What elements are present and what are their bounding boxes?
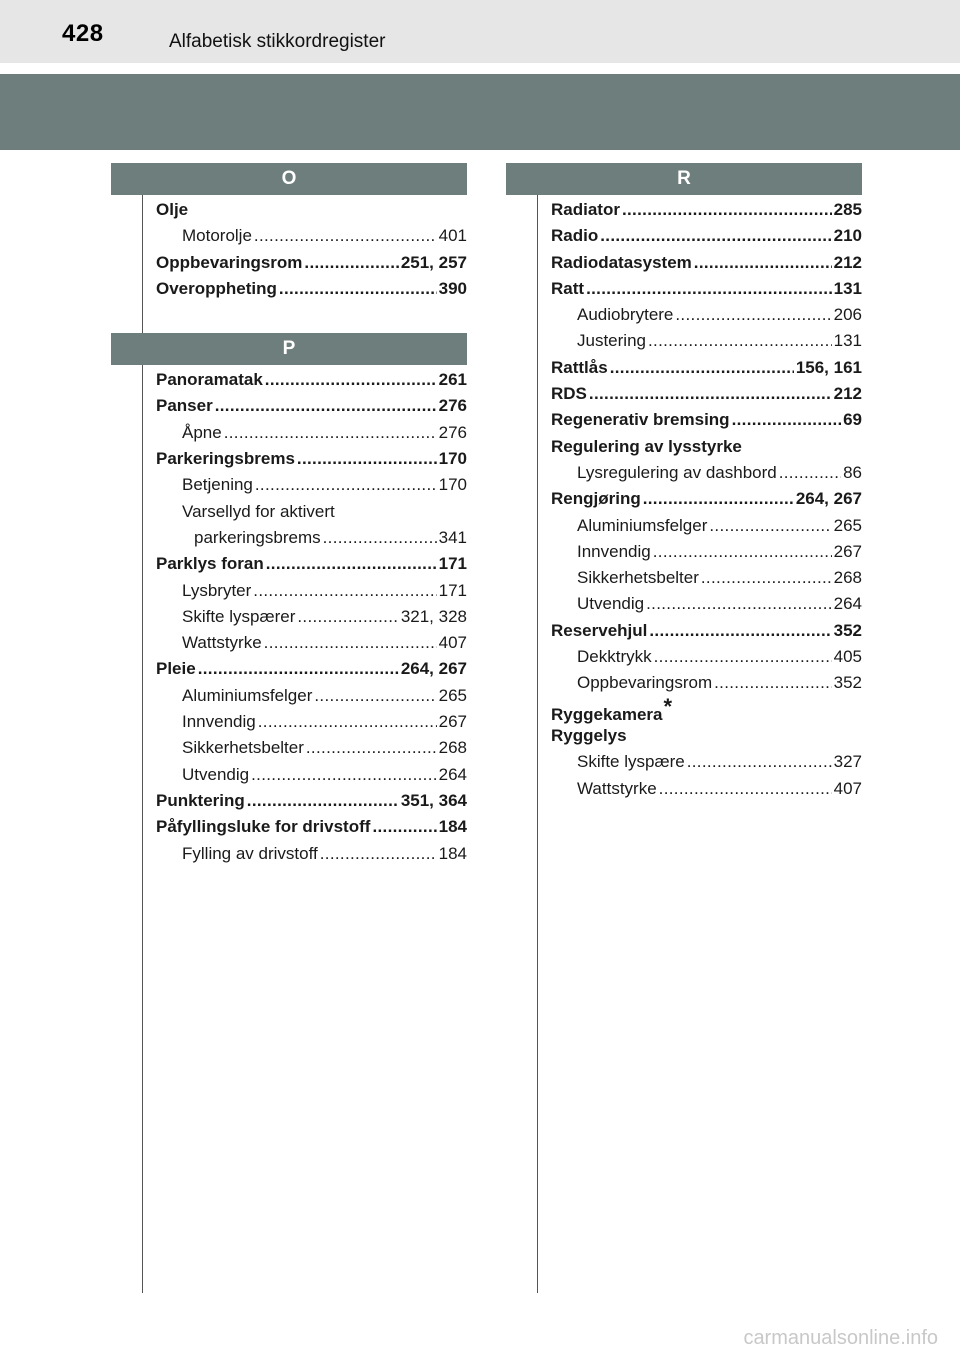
entry-label: Olje — [156, 200, 189, 219]
entry-page-ref: 264 — [833, 594, 862, 614]
dot-leader — [198, 659, 399, 679]
dot-leader — [254, 226, 437, 246]
index-entry-pleie — [156, 659, 467, 685]
entry-label: Oppbevaringsrom — [156, 252, 303, 272]
index-entry-parkeringsbrems — [156, 449, 467, 475]
dot-leader — [600, 226, 831, 246]
entry-page-ref: 184 — [438, 843, 467, 863]
index-entry-oppbevaringsrom — [551, 673, 862, 699]
dot-leader — [654, 647, 832, 667]
dot-leader — [264, 633, 437, 653]
entry-label: Radiator — [551, 200, 620, 219]
index-entry-punktering — [156, 791, 467, 817]
index-entry-pafyllingsluke-for-drivstoff — [156, 817, 467, 843]
index-entry-oppbevaringsrom — [156, 253, 467, 279]
index-entry-utvendig — [551, 594, 862, 620]
entry-page-ref: 86 — [843, 462, 862, 482]
index-entry-ratt — [551, 279, 862, 305]
dot-leader — [304, 253, 398, 273]
index-entry-aluminiumsfelger — [156, 686, 467, 712]
section-spacer — [141, 305, 467, 333]
dot-leader — [323, 528, 437, 548]
dot-leader — [675, 305, 831, 325]
entry-label: Lysbryter — [182, 580, 252, 600]
entry-page-ref: 251, 257 — [400, 252, 467, 272]
dot-leader — [586, 279, 832, 299]
entry-label: RDS — [551, 384, 587, 404]
entry-page-ref: 170 — [438, 475, 467, 495]
index-entry-skifte-lyspre — [551, 752, 862, 778]
index-entry-varsellyd-for-aktivert — [156, 502, 467, 528]
entry-page-ref: 131 — [833, 278, 862, 298]
entry-label: Reservehjul — [551, 620, 648, 640]
footnote-marker: * — [663, 693, 673, 719]
entry-page-ref: 212 — [833, 384, 862, 404]
entry-label: Rattlås — [551, 357, 608, 377]
entry-page-ref: 171 — [438, 554, 467, 574]
entry-label: Ratt — [551, 278, 585, 298]
entry-label: Justering — [577, 331, 646, 351]
entry-label: Lysregulering av dashbord — [577, 462, 777, 482]
entry-label: Ryggekamera — [551, 704, 663, 724]
entry-page-ref: 267 — [833, 541, 862, 561]
index-entry-rattlas — [551, 358, 862, 384]
entry-label: Fylling av drivstoff — [182, 843, 318, 863]
entry-label: Motorolje — [182, 226, 252, 246]
entry-label: Wattstyrke — [577, 778, 657, 798]
watermark: carmanualsonline.info — [743, 1327, 938, 1349]
dot-leader — [610, 358, 794, 378]
index-entry-panser — [156, 396, 467, 422]
entry-label: Dekktrykk — [577, 647, 652, 667]
dot-leader — [659, 779, 832, 799]
entry-page-ref: 264, 267 — [400, 659, 467, 679]
index-entry-olje — [156, 200, 467, 226]
entry-label: Innvendig — [577, 541, 651, 561]
entry-label: Sikkerhetsbelter — [182, 738, 304, 758]
index-entries-r — [536, 195, 862, 805]
index-entry-sikkerhetsbelter — [551, 568, 862, 594]
dot-leader — [251, 765, 437, 785]
page-number: 428 — [62, 20, 104, 47]
entry-page-ref: 210 — [833, 226, 862, 246]
entry-label: Parkeringsbrems — [156, 449, 295, 469]
index-entry-justering — [551, 331, 862, 357]
index-entry-skifte-lysprer — [156, 607, 467, 633]
dot-leader — [701, 568, 832, 588]
index-entry-regulering-av-lysstyrke — [551, 437, 862, 463]
dot-leader — [266, 554, 437, 574]
top-header-bar — [0, 0, 960, 63]
index-entry-lysregulering-av-dashbord — [551, 463, 862, 489]
index-entry-wattstyrke — [156, 633, 467, 659]
dot-leader — [643, 489, 794, 509]
index-entry-rds — [551, 384, 862, 410]
letter-header-r: R — [506, 163, 862, 195]
dot-leader — [732, 410, 842, 430]
entry-page-ref: 264 — [438, 764, 467, 784]
dot-leader — [372, 817, 436, 837]
index-entry-sikkerhetsbelter — [156, 738, 467, 764]
entry-page-ref: 69 — [843, 410, 862, 430]
entry-label: Oppbevaringsrom — [577, 673, 713, 693]
index-entry-wattstyrke — [551, 779, 862, 805]
index-entry-audiobrytere — [551, 305, 862, 331]
entry-label: Rengjøring — [551, 489, 641, 509]
entry-page-ref: 264, 267 — [795, 489, 862, 509]
index-entry-overoppheting — [156, 279, 467, 305]
index-entry-innvendig — [156, 712, 467, 738]
left-index-column — [141, 163, 467, 870]
entry-page-ref: 131 — [833, 331, 862, 351]
index-entries-p — [141, 365, 467, 870]
entry-page-ref: 268 — [833, 568, 862, 588]
letter-header-o: O — [111, 163, 467, 195]
entry-label: Varsellyd for aktivert — [182, 501, 335, 521]
index-entry-ryggelys — [551, 726, 862, 752]
page-title: Alfabetisk stikkordregister — [169, 31, 386, 52]
entry-page-ref: 170 — [438, 449, 467, 469]
entry-label: Wattstyrke — [182, 633, 262, 653]
dot-leader — [687, 752, 832, 772]
entry-label: Utvendig — [577, 594, 645, 614]
section-header-band — [0, 74, 960, 150]
dot-leader — [306, 738, 437, 758]
entry-label: Audiobrytere — [577, 305, 674, 325]
dot-leader — [279, 279, 437, 299]
entry-page-ref: 276 — [438, 422, 467, 442]
dot-leader — [649, 621, 831, 641]
index-entry-parklys-foran — [156, 554, 467, 580]
dot-leader — [320, 844, 437, 864]
dot-leader — [646, 594, 832, 614]
entry-label: Aluminiumsfelger — [182, 685, 313, 705]
index-entry-reservehjul — [551, 621, 862, 647]
entry-page-ref: 267 — [438, 712, 467, 732]
dot-leader — [653, 542, 832, 562]
index-entries-o — [141, 195, 467, 305]
entry-label: Sikkerhetsbelter — [577, 568, 699, 588]
entry-label: Påfyllingsluke for drivstoff — [156, 817, 371, 837]
entry-label: Regulering av lysstyrke — [551, 436, 742, 456]
index-entry-regenerativ-bremsing — [551, 410, 862, 436]
entry-label: Skifte lyspære — [577, 752, 685, 772]
entry-page-ref: 285 — [833, 200, 862, 219]
index-entry-fylling-av-drivstoff — [156, 844, 467, 870]
dot-leader — [297, 449, 437, 469]
entry-label: Radio — [551, 226, 599, 246]
entry-label: Panser — [156, 396, 213, 416]
dot-leader — [265, 370, 437, 390]
entry-page-ref: 276 — [438, 396, 467, 416]
dot-leader — [255, 475, 437, 495]
dot-leader — [589, 384, 832, 404]
index-entry-radio — [551, 226, 862, 252]
entry-page-ref: 352 — [833, 673, 862, 693]
entry-page-ref: 327 — [833, 752, 862, 772]
entry-page-ref: 265 — [438, 685, 467, 705]
dot-leader — [224, 423, 437, 443]
index-entry-aluminiumsfelger — [551, 516, 862, 542]
dot-leader — [622, 200, 832, 220]
letter-header-p: P — [111, 333, 467, 365]
dot-leader — [215, 396, 437, 416]
dot-leader — [297, 607, 398, 627]
entry-page-ref: 156, 161 — [795, 357, 862, 377]
entry-page-ref: 212 — [833, 252, 862, 272]
right-index-column — [536, 163, 862, 805]
index-entry-radiator — [551, 200, 862, 226]
index-entry-radiodatasystem — [551, 253, 862, 279]
index-entry-dekktrykk — [551, 647, 862, 673]
dot-leader — [247, 791, 399, 811]
dot-leader — [779, 463, 841, 483]
entry-page-ref: 184 — [438, 817, 467, 837]
index-entry-ryggekamera — [551, 693, 862, 726]
entry-page-ref: 405 — [833, 647, 862, 667]
entry-page-ref: 341 — [438, 527, 467, 547]
entry-page-ref: 407 — [438, 633, 467, 653]
entry-label: Parklys foran — [156, 554, 264, 574]
entry-label: Punktering — [156, 790, 245, 810]
dot-leader — [253, 581, 436, 601]
entry-page-ref: 351, 364 — [400, 790, 467, 810]
entry-page-ref: 321, 328 — [400, 606, 467, 626]
dot-leader — [694, 253, 832, 273]
entry-page-ref: 401 — [438, 226, 467, 246]
dot-leader — [648, 331, 832, 351]
index-entry-utvendig — [156, 765, 467, 791]
dot-leader — [258, 712, 437, 732]
entry-page-ref: 407 — [833, 778, 862, 798]
entry-label: Betjening — [182, 475, 253, 495]
index-entry-apne — [156, 423, 467, 449]
entry-page-ref: 268 — [438, 738, 467, 758]
entry-label: Innvendig — [182, 712, 256, 732]
entry-label: Åpne — [182, 422, 222, 442]
index-entry-panoramatak — [156, 370, 467, 396]
dot-leader — [314, 686, 436, 706]
entry-page-ref: 352 — [833, 620, 862, 640]
entry-page-ref: 206 — [833, 305, 862, 325]
entry-page-ref: 261 — [438, 370, 467, 390]
index-entry-rengjring — [551, 489, 862, 515]
dot-leader — [709, 516, 831, 536]
index-entry-parkeringsbrems — [156, 528, 467, 554]
entry-page-ref: 171 — [438, 580, 467, 600]
entry-label: Panoramatak — [156, 370, 263, 390]
entry-label: Ryggelys — [551, 725, 627, 745]
index-entry-lysbryter — [156, 581, 467, 607]
index-entry-betjening — [156, 475, 467, 501]
index-entry-motorolje — [156, 226, 467, 252]
entry-label: Regenerativ bremsing — [551, 410, 730, 430]
entry-label: Overoppheting — [156, 278, 277, 298]
entry-label: Pleie — [156, 659, 196, 679]
entry-label: Skifte lyspærer — [182, 606, 296, 626]
entry-label: Aluminiumsfelger — [577, 515, 708, 535]
index-entry-innvendig — [551, 542, 862, 568]
entry-label: Radiodatasystem — [551, 252, 692, 272]
dot-leader — [714, 673, 832, 693]
entry-label: parkeringsbrems — [194, 527, 321, 547]
entry-label: Utvendig — [182, 764, 250, 784]
entry-page-ref: 265 — [833, 515, 862, 535]
entry-page-ref: 390 — [438, 278, 467, 298]
